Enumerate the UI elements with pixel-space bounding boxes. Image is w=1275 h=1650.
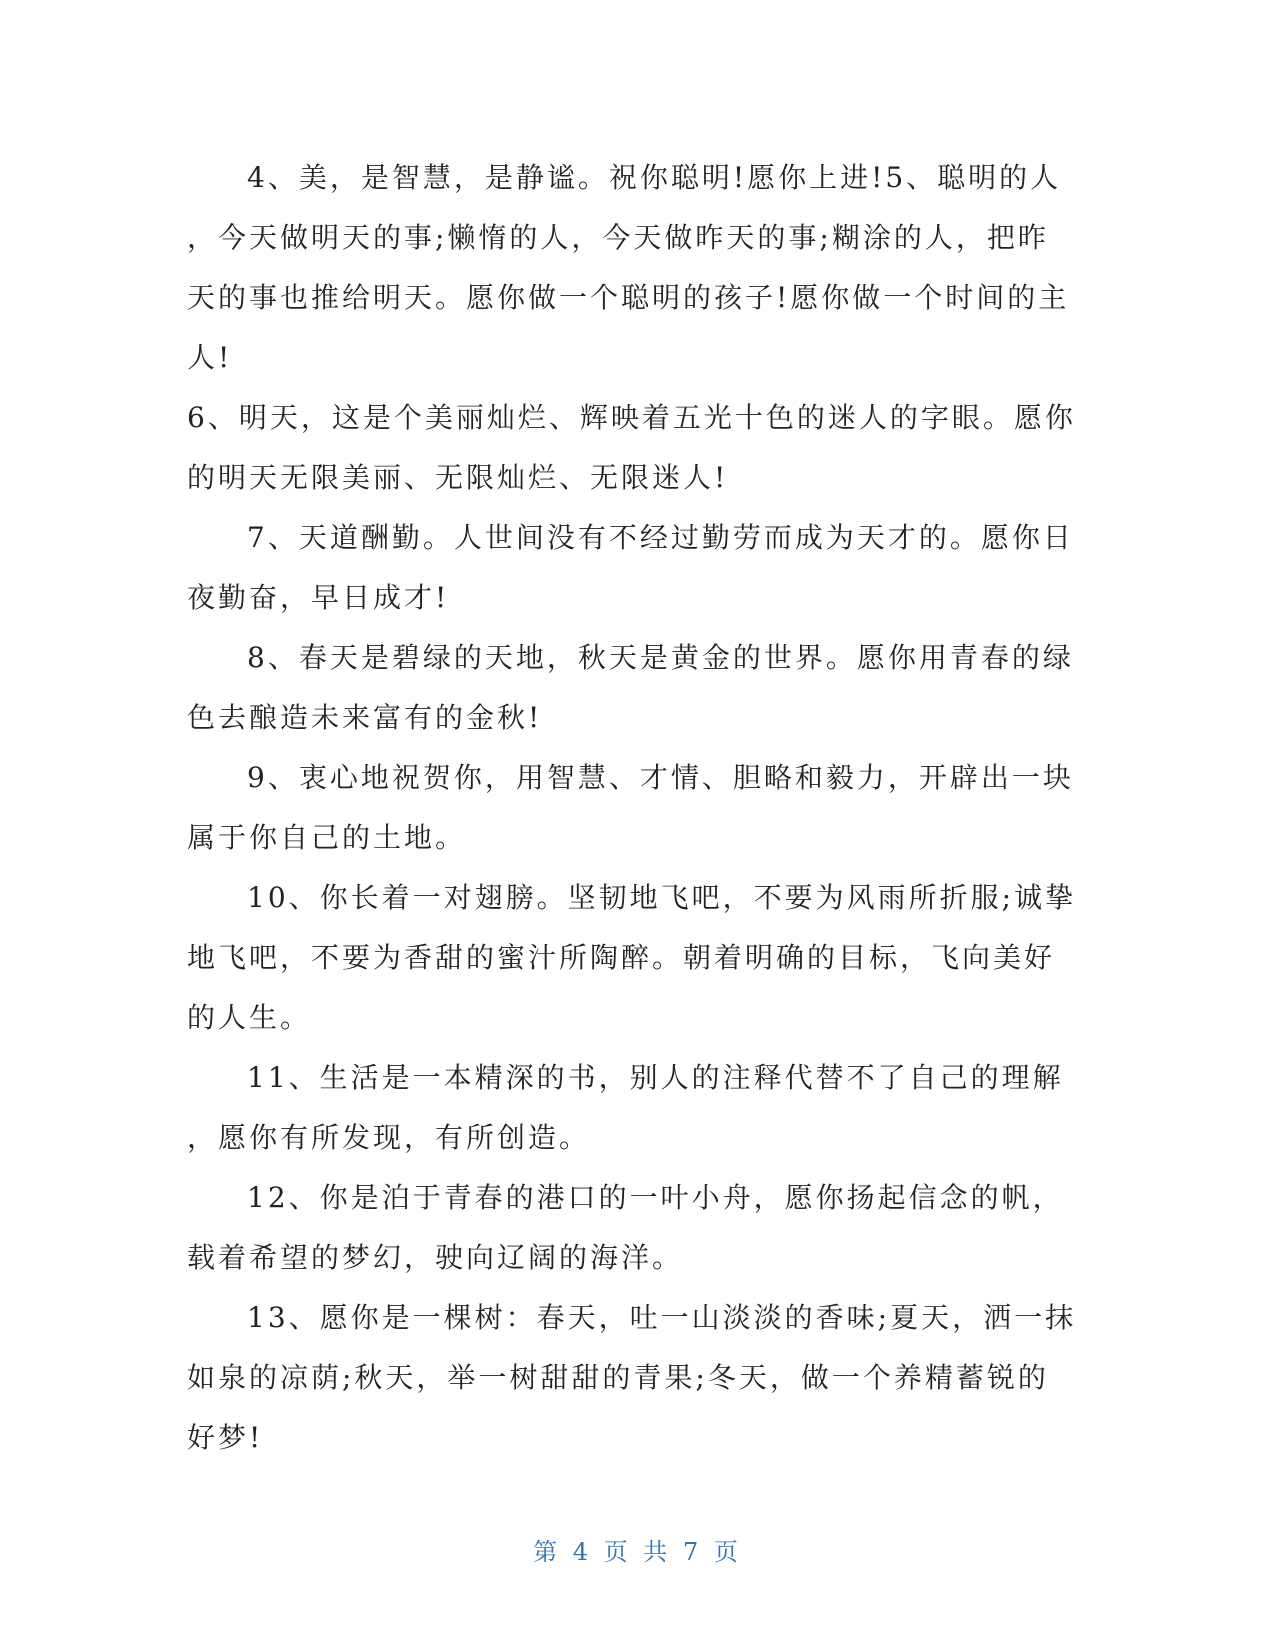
paragraph-line: ，今天做明天的事;懒惰的人，今天做昨天的事;糊涂的人，把昨 bbox=[187, 221, 1049, 254]
paragraph-line: 地飞吧，不要为香甜的蜜汁所陶醉。朝着明确的目标，飞向美好 bbox=[187, 941, 1056, 974]
paragraph-line: 11、生活是一本精深的书，别人的注释代替不了自己的理解 bbox=[247, 1061, 1064, 1094]
paragraph-line: 好梦! bbox=[187, 1421, 264, 1454]
paragraph-line: 天的事也推给明天。愿你做一个聪明的孩子!愿你做一个时间的主 bbox=[187, 281, 1070, 314]
paragraph-line: 的人生。 bbox=[187, 1001, 312, 1034]
paragraph-line: 8、春天是碧绿的天地，秋天是黄金的世界。愿你用青春的绿 bbox=[247, 641, 1074, 674]
paragraph-line: 夜勤奋，早日成才! bbox=[187, 581, 450, 614]
paragraph-line: 9、衷心地祝贺你，用智慧、才情、胆略和毅力，开辟出一块 bbox=[247, 761, 1074, 794]
paragraph-line: 7、天道酬勤。人世间没有不经过勤劳而成为天才的。愿你日 bbox=[247, 521, 1074, 554]
paragraph-line: 6、明天，这是个美丽灿烂、辉映着五光十色的迷人的字眼。愿你 bbox=[187, 401, 1076, 434]
page-number-label: 第 4 页 共 7 页 bbox=[533, 1538, 742, 1566]
paragraph-line: 如泉的凉荫;秋天，举一树甜甜的青果;冬天，做一个养精蓄锐的 bbox=[187, 1361, 1049, 1394]
paragraph-line: 10、你长着一对翅膀。坚韧地飞吧，不要为风雨所折服;诚挚 bbox=[247, 881, 1077, 914]
paragraph-line: 4、美，是智慧，是静谧。祝你聪明!愿你上进!5、聪明的人 bbox=[247, 161, 1062, 194]
paragraph-line: 色去酿造未来富有的金秋! bbox=[187, 701, 543, 734]
paragraph-line: 13、愿你是一棵树：春天，吐一山淡淡的香味;夏天，洒一抹 bbox=[247, 1301, 1077, 1334]
paragraph-line: 的明天无限美丽、无限灿烂、无限迷人! bbox=[187, 461, 729, 494]
paragraph-line: 属于你自己的土地。 bbox=[187, 821, 467, 854]
paragraph-line: ，愿你有所发现，有所创造。 bbox=[187, 1121, 591, 1154]
paragraph-line: 载着希望的梦幻，驶向辽阔的海洋。 bbox=[187, 1241, 684, 1274]
page-footer bbox=[0, 1532, 1275, 1567]
document-body bbox=[187, 148, 1077, 1468]
paragraph-line: 12、你是泊于青春的港口的一叶小舟，愿你扬起信念的帆， bbox=[247, 1181, 1064, 1214]
paragraph-line: 人! bbox=[187, 341, 233, 374]
